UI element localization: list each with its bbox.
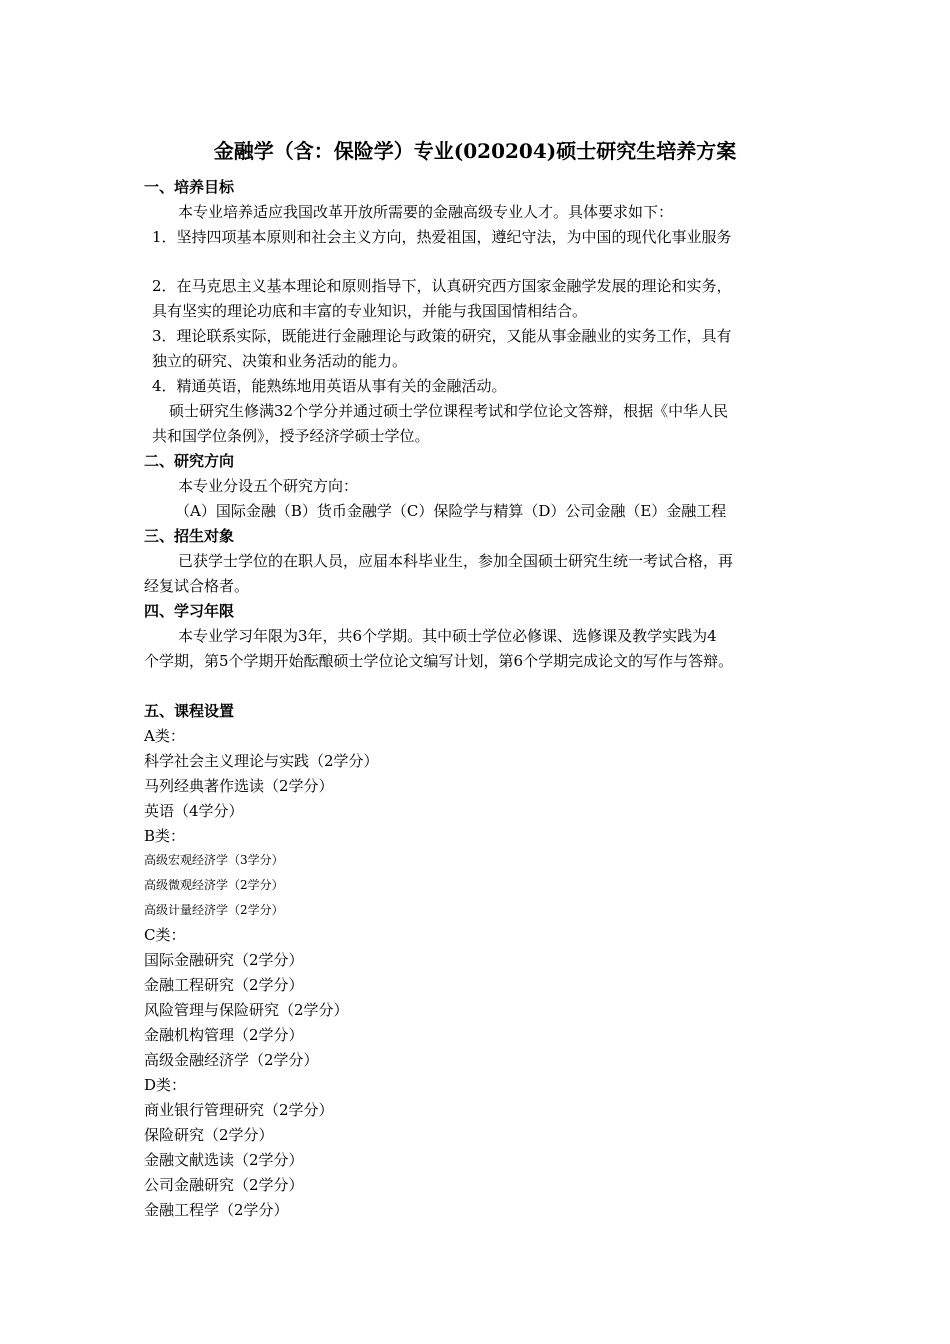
paragraph-line: 本专业培养适应我国改革开放所需要的金融高级专业人才。具体要求如下： (178, 203, 674, 221)
course-item: 高级金融经济学（2学分） (144, 1051, 319, 1069)
course-item: 国际金融研究（2学分） (144, 951, 304, 969)
paragraph-line: 经复试合格者。 (144, 577, 250, 595)
list-item-3: 3．理论联系实际，既能进行金融理论与政策的研究，又能从事金融业的实务工作，具有 (152, 327, 732, 345)
course-item: 保险研究（2学分） (144, 1126, 274, 1144)
course-item: 高级计量经济学（2学分） (144, 903, 284, 917)
course-item: 金融工程研究（2学分） (144, 976, 304, 994)
research-directions-list: （A）国际金融（B）货币金融学（C）保险学与精算（D）公司金融（E）金融工程 (175, 502, 727, 520)
course-category-c: C类： (144, 926, 186, 944)
course-item: 金融文献选读（2学分） (144, 1151, 304, 1169)
course-item: 高级宏观经济学（3学分） (144, 853, 284, 867)
section-heading-admission: 三、招生对象 (144, 527, 235, 545)
list-item-3-continued: 独立的研究、决策和业务活动的能力。 (152, 352, 408, 370)
course-item: 金融机构管理（2学分） (144, 1026, 304, 1044)
course-item: 公司金融研究（2学分） (144, 1176, 304, 1194)
course-item: 英语（4学分） (144, 802, 244, 820)
paragraph-line: 个学期，第5个学期开始酝酿硕士学位论文编写计划，第6个学期完成论文的写作与答辩。 (144, 652, 734, 670)
course-category-b: B类： (144, 827, 186, 845)
course-item: 科学社会主义理论与实践（2学分） (144, 752, 379, 770)
section-heading-duration: 四、学习年限 (144, 602, 235, 620)
list-item-1: 1．坚持四项基本原则和社会主义方向，热爱祖国，遵纪守法，为中国的现代化事业服务 (152, 228, 732, 246)
course-item: 马列经典著作选读（2学分） (144, 777, 334, 795)
course-category-d: D类： (144, 1076, 187, 1094)
document-title: 金融学（含：保险学）专业(020204)硕士研究生培养方案 (213, 139, 737, 163)
paragraph-line: 已获学士学位的在职人员，应届本科毕业生，参加全国硕士研究生统一考试合格，再 (178, 552, 734, 570)
course-item: 商业银行管理研究（2学分） (144, 1101, 334, 1119)
paragraph-line: 共和国学位条例》，授予经济学硕士学位。 (152, 427, 430, 445)
course-item: 风险管理与保险研究（2学分） (144, 1001, 349, 1019)
course-category-a: A类： (144, 727, 185, 745)
course-item: 高级微观经济学（2学分） (144, 878, 284, 892)
paragraph-line: 硕士研究生修满32个学分并通过硕士学位课程考试和学位论文答辩，根据《中华人民 (169, 402, 729, 420)
list-item-2-continued: 具有坚实的理论功底和丰富的专业知识，并能与我国国情相结合。 (152, 302, 588, 320)
paragraph-line: 本专业分设五个研究方向： (178, 477, 359, 495)
list-item-2: 2．在马克思主义基本理论和原则指导下，认真研究西方国家金融学发展的理论和实务， (152, 277, 732, 295)
list-item-4: 4．精通英语，能熟练地用英语从事有关的金融活动。 (152, 377, 507, 395)
section-heading-curriculum: 五、课程设置 (144, 702, 235, 720)
paragraph-line: 本专业学习年限为3年，共6个学期。其中硕士学位必修课、选修课及教学实践为4 (178, 627, 717, 645)
section-heading-research-directions: 二、研究方向 (144, 452, 235, 470)
course-item: 金融工程学（2学分） (144, 1201, 289, 1219)
section-heading-training-goals: 一、培养目标 (144, 178, 235, 196)
